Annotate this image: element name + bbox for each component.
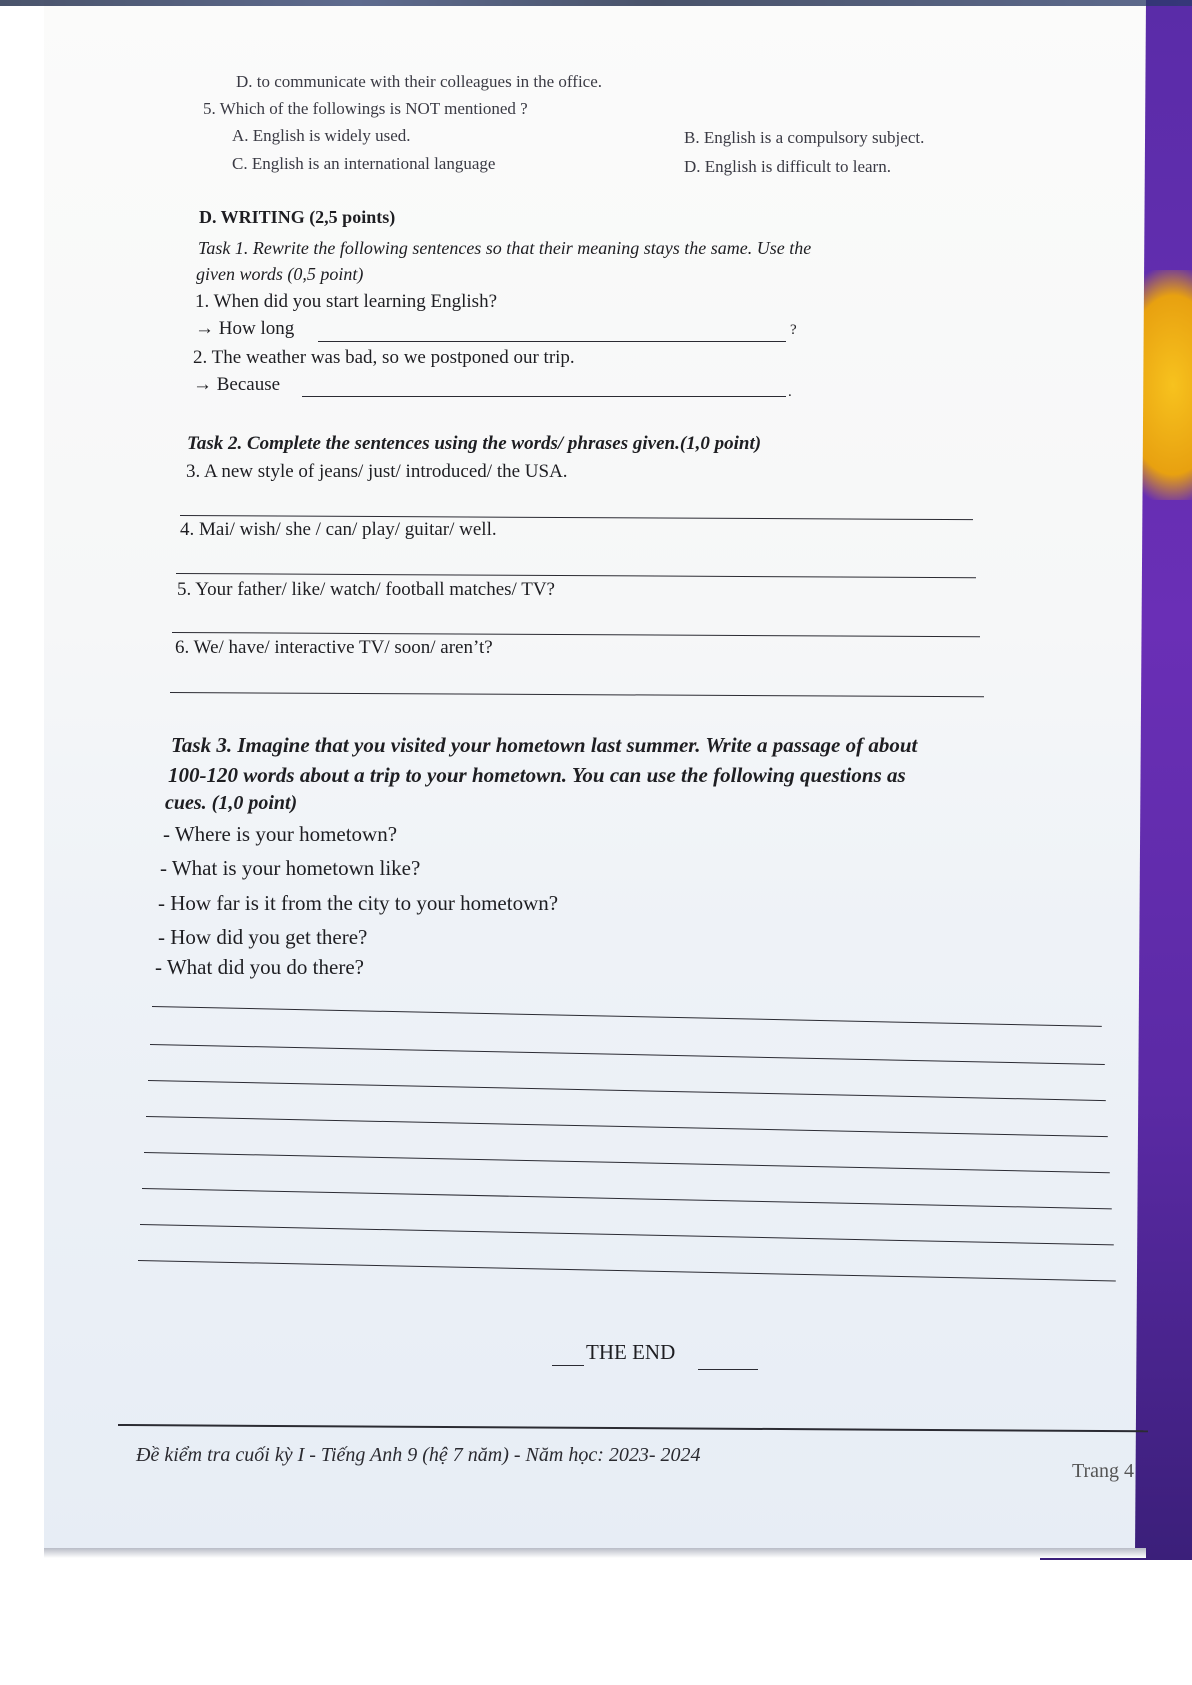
question-5: 5. Which of the followings is NOT mentioned ? (203, 99, 528, 118)
writing-heading: D. WRITING (2,5 points) (199, 207, 396, 227)
task3-cue-2: - What is your hometown like? (160, 856, 421, 880)
q5-option-c: C. English is an international language (232, 154, 496, 173)
task1-q1-answer-line[interactable] (318, 341, 786, 342)
task1-question-2: 2. The weather was bad, so we postponed our trip. (193, 347, 575, 368)
task1-q1-end: ? (790, 322, 797, 338)
task1-q2-prompt: → Because (193, 374, 281, 395)
end-underline-right (698, 1369, 758, 1370)
task1-q1-prompt: → How long (195, 318, 295, 339)
the-end: THE END (586, 1340, 676, 1364)
paper-bottom-edge (44, 1548, 1146, 1558)
task3-cue-1: - Where is your hometown? (163, 822, 398, 846)
task1-q2-answer-line[interactable] (302, 396, 786, 397)
task2-question-4: 4. Mai/ wish/ she / can/ play/ guitar/ well. (180, 519, 497, 540)
task3-cue-3: - How far is it from the city to your hometown? (158, 891, 559, 915)
task3-instruction-line3: cues. (1,0 point) (165, 792, 298, 814)
footer-page-number: Trang 4 (1072, 1460, 1135, 1482)
q5-option-d: D. English is difficult to learn. (684, 157, 891, 176)
top-edge (0, 0, 1192, 6)
task1-instruction-line2: given words (0,5 point) (196, 264, 364, 284)
task3-instruction-line1: Task 3. Imagine that you visited your hometown last summer. Write a passage of about (171, 733, 918, 757)
task1-q2-end: . (788, 384, 792, 400)
task3-instruction-line2: 100-120 words about a trip to your hometown. You can use the following questions as (168, 763, 906, 787)
footer-exam-title: Đề kiểm tra cuối kỳ I - Tiếng Anh 9 (hệ 7 năm) - Năm học: 2023- 2024 (136, 1444, 701, 1466)
q5-option-b: B. English is a compulsory subject. (684, 128, 925, 147)
task2-instruction: Task 2. Complete the sentences using the words/ phrases given.(1,0 point) (187, 433, 762, 454)
task2-question-5: 5. Your father/ like/ watch/ football matches/ TV? (177, 579, 555, 600)
prev-question-option-d: D. to communicate with their colleagues in the office. (236, 72, 603, 91)
task1-question-1: 1. When did you start learning English? (195, 291, 498, 312)
q5-option-a: A. English is widely used. (232, 126, 411, 145)
task2-question-3: 3. A new style of jeans/ just/ introduced/ the USA. (186, 461, 568, 482)
task2-question-6: 6. We/ have/ interactive TV/ soon/ aren’t? (175, 637, 493, 658)
task3-cue-4: - How did you get there? (158, 925, 368, 949)
task3-cue-5: - What did you do there? (155, 955, 364, 979)
end-underline-left (552, 1365, 584, 1366)
task1-instruction-line1: Task 1. Rewrite the following sentences so that their meaning stays the same. Use the (198, 238, 812, 258)
